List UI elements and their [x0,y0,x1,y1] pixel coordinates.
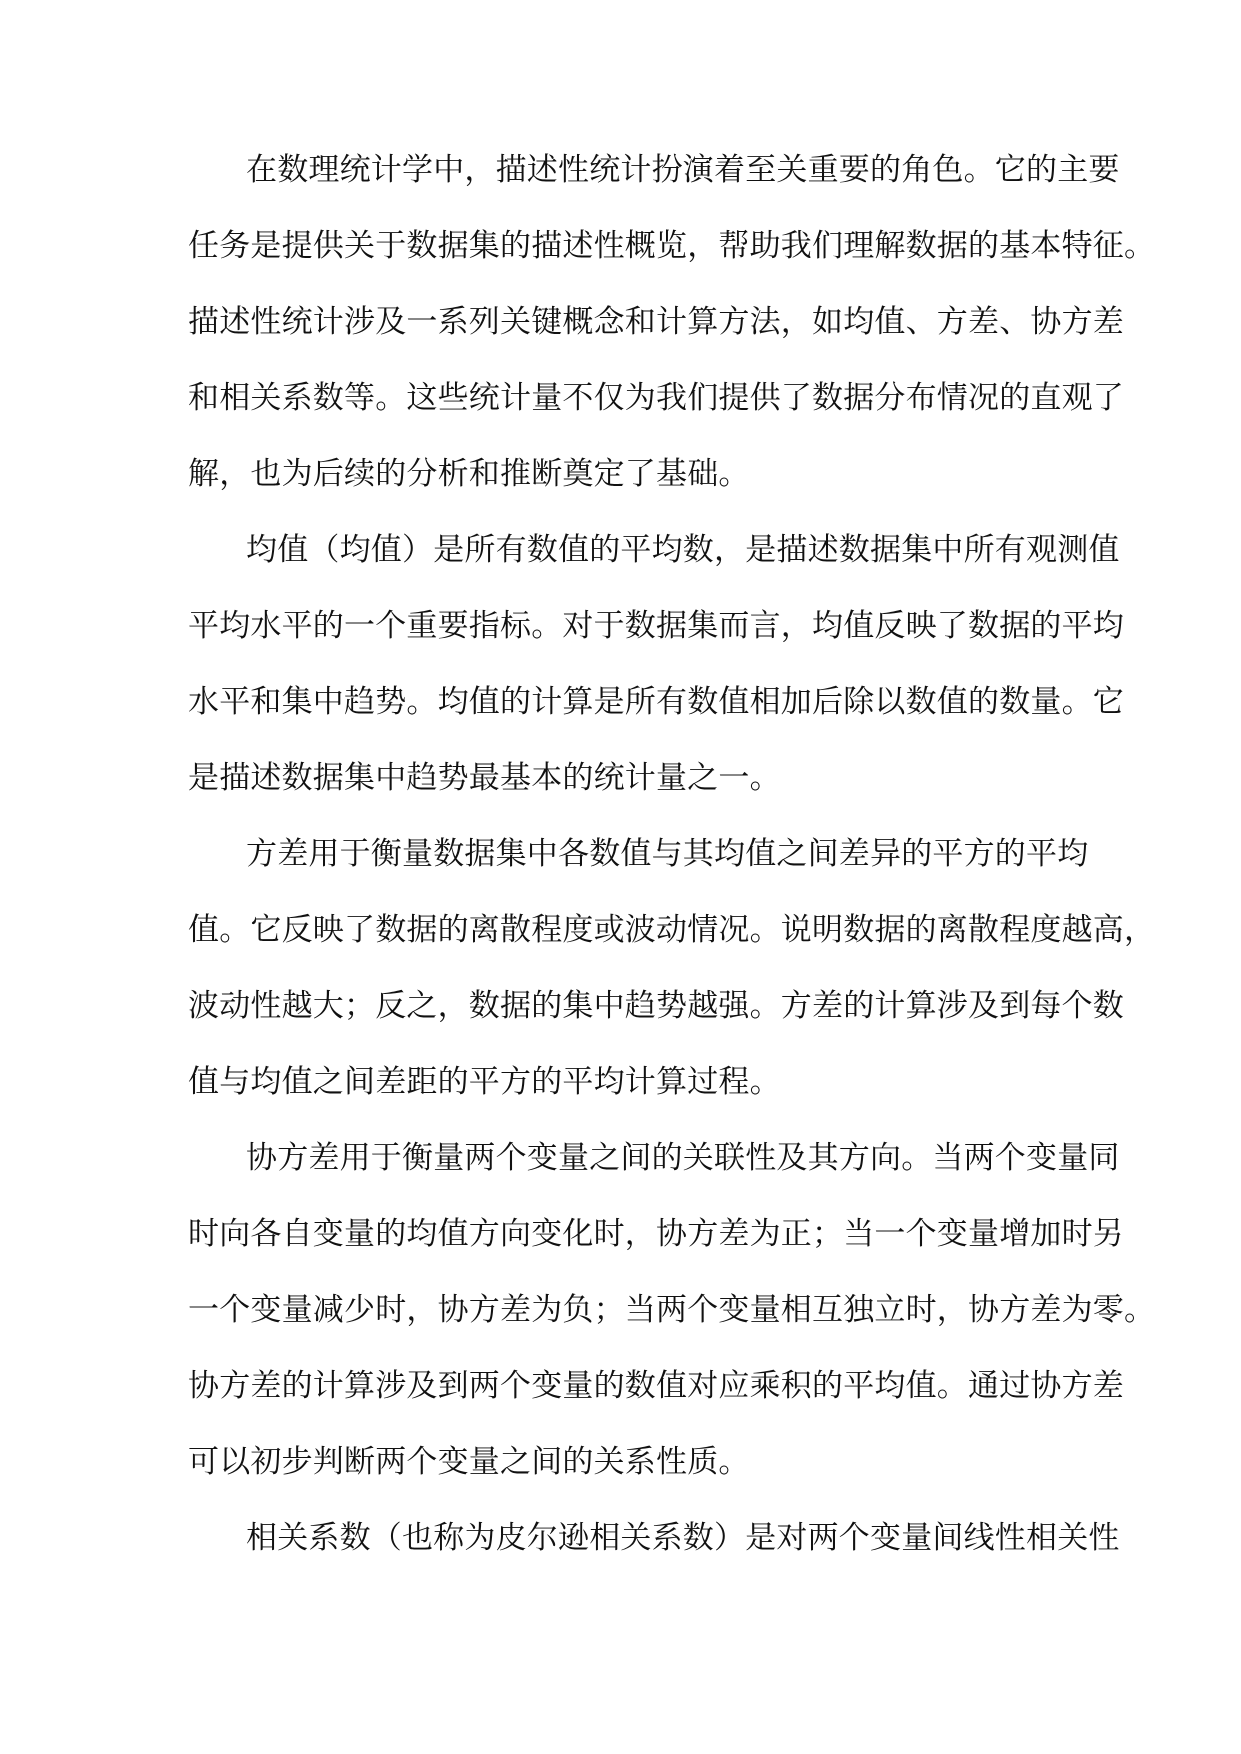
paragraph-3-line-1: 方差用于衡量数据集中各数值与其均值之间差异的平方的平均 [246,836,1089,872]
paragraph-3-line-4: 值与均值之间差距的平方的平均计算过程。 [188,1064,781,1100]
paragraph-2-line-3: 水平和集中趋势。均值的计算是所有数值相加后除以数值的数量。它 [188,684,1124,720]
paragraph-5-line-1: 相关系数（也称为皮尔逊相关系数）是对两个变量间线性相关性 [246,1520,1120,1556]
paragraph-1-line-1: 在数理统计学中，描述性统计扮演着至关重要的角色。它的主要 [246,152,1120,188]
paragraph-2-line-1: 均值（均值）是所有数值的平均数，是描述数据集中所有观测值 [246,532,1120,568]
paragraph-1-line-4: 和相关系数等。这些统计量不仅为我们提供了数据分布情况的直观了 [188,380,1124,416]
paragraph-2-line-2: 平均水平的一个重要指标。对于数据集而言，均值反映了数据的平均 [188,608,1124,644]
paragraph-4-line-2: 时向各自变量的均值方向变化时，协方差为正；当一个变量增加时另 [188,1216,1124,1252]
paragraph-2-line-4: 是描述数据集中趋势最基本的统计量之一。 [188,760,781,796]
body-text [188,142,1156,1586]
paragraph-4-line-4: 协方差的计算涉及到两个变量的数值对应乘积的平均值。通过协方差 [188,1368,1124,1404]
paragraph-1-line-3: 描述性统计涉及一系列关键概念和计算方法，如均值、方差、协方差 [188,304,1124,340]
paragraph-1-line-5: 解，也为后续的分析和推断奠定了基础。 [188,456,750,492]
paragraph-4-line-1: 协方差用于衡量两个变量之间的关联性及其方向。当两个变量同 [246,1140,1120,1176]
paragraph-3-line-2: 值。它反映了数据的离散程度或波动情况。说明数据的离散程度越高， [188,912,1156,948]
paragraph-3-line-3: 波动性越大；反之，数据的集中趋势越强。方差的计算涉及到每个数 [188,988,1124,1024]
paragraph-4-line-5: 可以初步判断两个变量之间的关系性质。 [188,1444,750,1480]
paragraph-1-line-2: 任务是提供关于数据集的描述性概览，帮助我们理解数据的基本特征。 [188,228,1156,264]
paragraph-4-line-3: 一个变量减少时，协方差为负；当两个变量相互独立时，协方差为零。 [188,1292,1156,1328]
